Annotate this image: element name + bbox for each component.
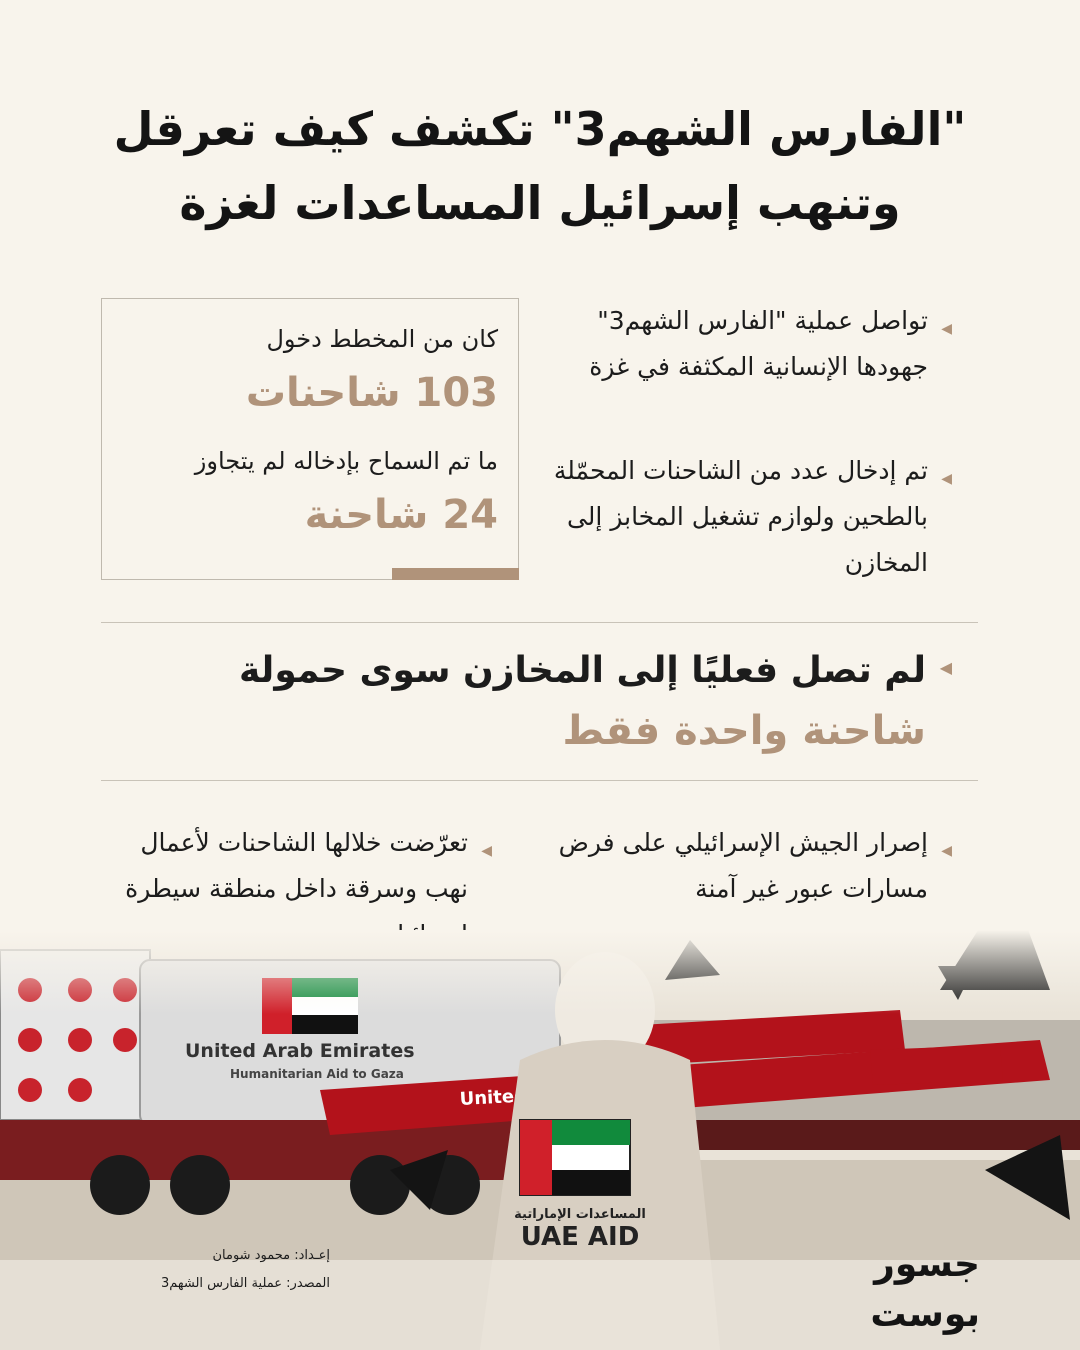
credits	[100, 1242, 330, 1298]
triangle-left-icon: ◀	[941, 321, 952, 337]
divider	[101, 622, 978, 623]
planned-trucks-value: 103 شاحنات	[245, 370, 498, 416]
divider	[101, 780, 978, 781]
brand-logo: جسور بوست	[870, 1244, 980, 1335]
highlight-accent: شاحنة واحدة فقط	[562, 708, 926, 754]
trucks-stats-box	[101, 298, 519, 580]
bullet-operation-efforts	[552, 298, 952, 390]
highlight-line: لم تصل فعليًا إلى المخازن سوى حمولة	[238, 650, 926, 691]
bullet-text: تم إدخال عدد من الشاحنات المحمّلة بالطحين ولوازم تشغيل المخابز إلى المخازن	[553, 456, 928, 577]
triangle-left-icon: ◀	[941, 471, 952, 487]
bullet-text: تعرّضت خلالها الشاحنات لأعمال نهب وسرقة داخل منطقة سيطرة	[125, 828, 468, 903]
source: المصدر: عملية الفارس الشهم3	[160, 1276, 330, 1291]
prepared-by: إعـداد: محمود شومان	[212, 1248, 330, 1263]
bullet-text: تواصل عملية "الفارس الشهم3" جهودها الإنسانية المكثفة في غزة	[589, 306, 928, 381]
bullet-trucks-delivered	[552, 448, 952, 586]
allowed-trucks-value: 24 شاحنة	[304, 492, 498, 538]
triangle-left-icon: ◀	[941, 843, 952, 859]
headline-line-1: "الفارس الشهم3" تكشف كيف تعرقل	[113, 102, 967, 156]
bullet-text: إصرار الجيش الإسرائيلي على فرض مسارات عبور غير آمنة	[558, 828, 928, 903]
allowed-trucks-label: ما تم السماح بإدخاله لم يتجاوز	[194, 447, 498, 475]
headline-line-2: وتنهب إسرائيل المساعدات لغزة	[179, 176, 901, 230]
planned-trucks-label: كان من المخطط دخول	[266, 325, 498, 353]
accent-bar	[392, 568, 519, 580]
triangle-left-icon: ◀	[481, 843, 492, 859]
headline	[60, 92, 1020, 240]
triangle-left-icon: ◀	[939, 658, 952, 677]
bullet-unsafe-routes	[542, 820, 952, 912]
highlight-statement	[92, 642, 952, 762]
